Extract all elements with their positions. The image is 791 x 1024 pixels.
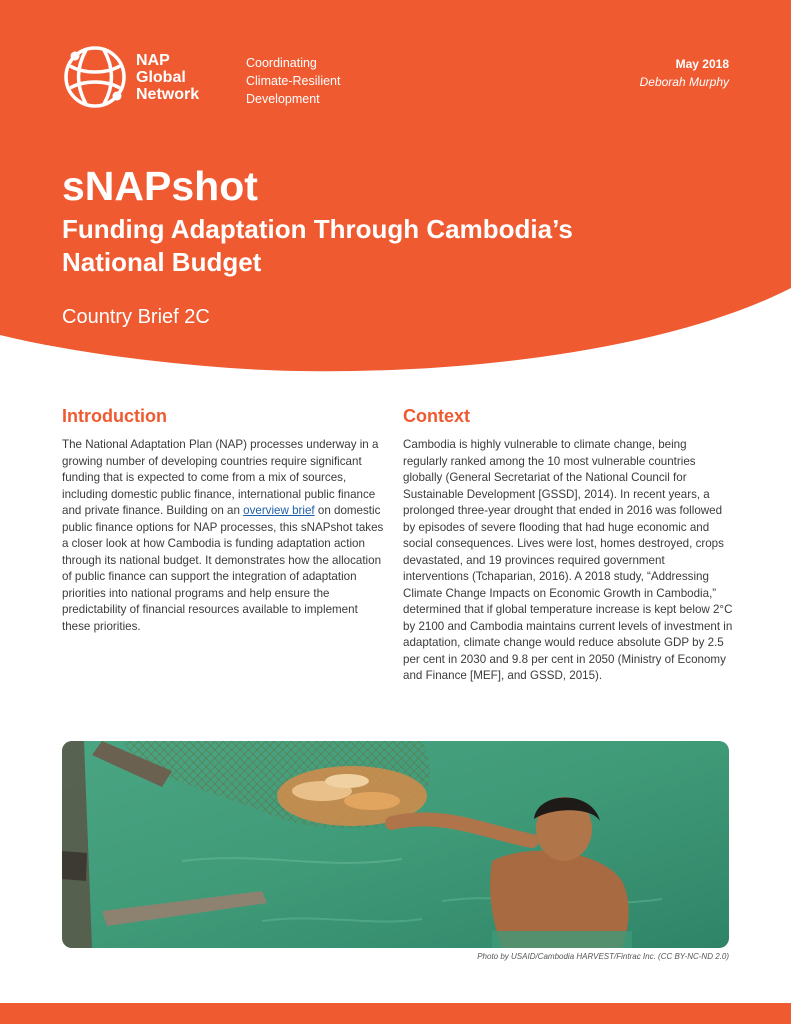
- overview-brief-link[interactable]: overview brief: [243, 504, 315, 517]
- tagline-line: Climate-Resilient: [246, 74, 341, 88]
- publication-date: May 2018: [675, 57, 729, 71]
- photo-illustration: [62, 741, 729, 948]
- publication-info: [640, 55, 729, 91]
- context-section: [403, 404, 733, 685]
- introduction-heading: Introduction: [62, 406, 167, 426]
- globe-logo-icon: [62, 44, 128, 110]
- tagline-line: Development: [246, 92, 320, 106]
- brand-line: NAP: [136, 52, 170, 69]
- fishing-photo: [62, 741, 729, 948]
- brand-name: [136, 52, 199, 103]
- page-subtitle: Funding Adaptation Through Cambodia’s National Budget: [62, 214, 573, 277]
- tagline: [246, 54, 340, 108]
- brand-line: Global: [136, 69, 186, 86]
- page-title: sNAPshot: [62, 163, 258, 209]
- introduction-section: [62, 404, 384, 635]
- brief-label: Country Brief 2C: [62, 306, 210, 328]
- author-name: Deborah Murphy: [639, 75, 729, 89]
- intro-text-part: The National Adaptation Plan (NAP) processes underway in a growing number of developing countries require significant funding that is expected to come from a mix of sources, including domestic public finance, international public finance and private finance. Building on an: [62, 438, 379, 517]
- intro-text-part: on domestic public finance options for NAP processes, this sNAPshot takes a closer look at how Cambodia is funding adaptation action through its national budget. It demonstrates how the allocation of public finance can support the integration of adaptation priorities into national programs and help ensure the predictability of financial resources available to implement these priorities.: [62, 504, 384, 633]
- context-heading: Context: [403, 406, 470, 426]
- tagline-line: Coordinating: [246, 56, 317, 70]
- photo-credit: Photo by USAID/Cambodia HARVEST/Fintrac Inc. (CC BY-NC-ND 2.0): [477, 952, 729, 961]
- context-text: Cambodia is highly vulnerable to climate change, being regularly ranked among the 10 most vulnerable countries globally (General Secretariat of the National Council for Sustainable Development [GSSD], 2014). In recent years, a prolonged three-year drought that ended in 2016 was followed by episodes of severe flooding that had huge economic and social consequences. Lives were lost, homes destroyed, crops devastated, and 19 provinces required government interventions (Tchaparian, 2016). A 2018 study, “Addressing Climate Change Impacts on Economic Growth in Cambodia,” determined that if global temperature increase is kept below 2°C by 2100 and Cambodia maintains current levels of investment in adaptation, climate change would reduce absolute GDP by 2.5 per cent in 2030 and 9.8 per cent in 2050 (Ministry of Economy and Finance [MEF], and GSSD, 2015).: [403, 438, 733, 682]
- brand-line: Network: [136, 86, 200, 103]
- introduction-text: [62, 437, 384, 635]
- footer-band: [0, 1003, 791, 1024]
